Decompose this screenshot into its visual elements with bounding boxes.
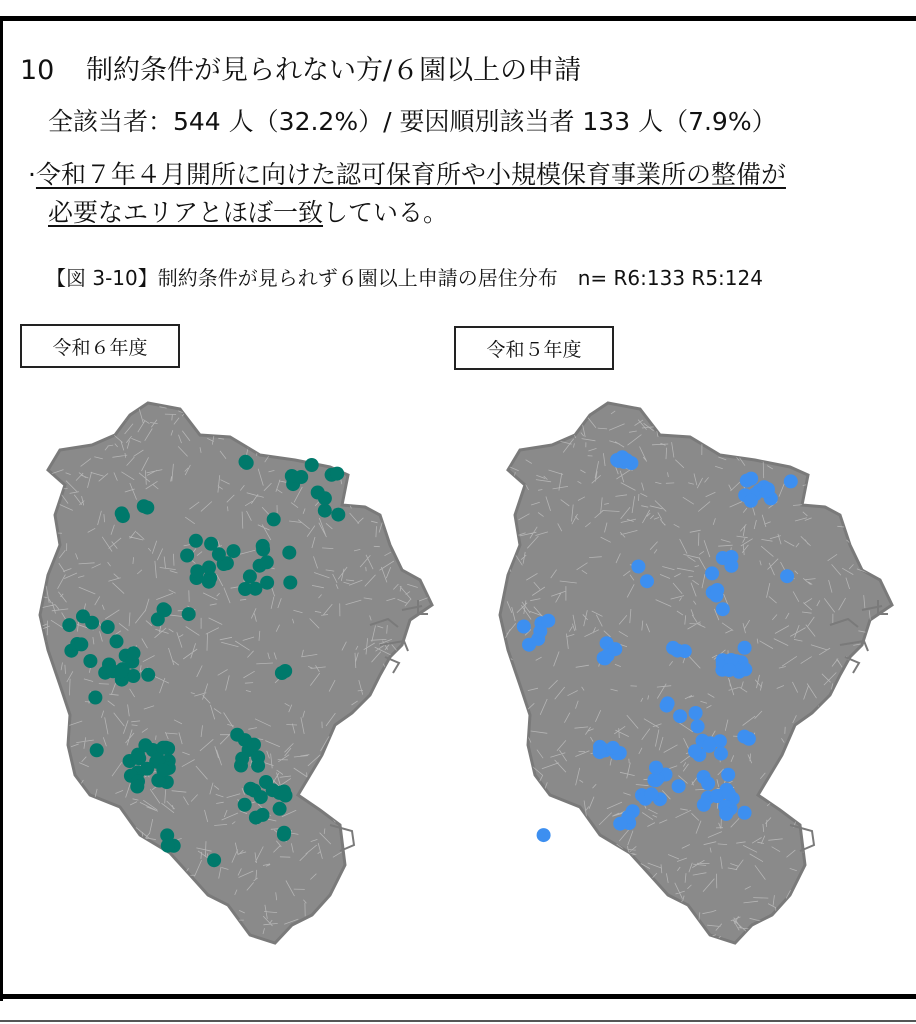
residence-dot	[631, 560, 645, 574]
residence-dot	[278, 664, 292, 678]
residence-dot	[331, 508, 345, 522]
residence-dot	[517, 620, 531, 634]
residence-dot	[227, 544, 241, 558]
residence-dot	[645, 787, 659, 801]
residence-dot	[130, 780, 144, 794]
residence-dot	[702, 739, 716, 753]
residence-dot	[719, 807, 733, 821]
summary-line: 全該当者：544 人（32.2%）/ 要因順別該当者 133 人（7.9%）	[48, 107, 777, 136]
residence-dot	[240, 456, 254, 470]
residence-dot	[158, 603, 172, 617]
residence-dot	[244, 782, 258, 796]
residence-dot	[207, 853, 221, 867]
residence-dot	[180, 549, 194, 563]
residence-dot	[256, 542, 270, 556]
residence-dot	[673, 709, 687, 723]
residence-dot	[738, 662, 752, 676]
map-label-r6: 令和６年度	[20, 324, 180, 368]
residence-dot	[88, 691, 102, 705]
map-r6	[30, 395, 450, 955]
bottom-rule	[0, 1020, 916, 1022]
residence-dot	[689, 706, 703, 720]
city-area-shape	[500, 403, 892, 943]
residence-dot	[537, 828, 551, 842]
residence-dot	[608, 642, 622, 656]
section-title: 制約条件が見られない方/６園以上の申請	[86, 55, 582, 86]
residence-dot	[190, 564, 204, 578]
residence-dot	[721, 768, 735, 782]
residence-dot	[294, 470, 308, 484]
residence-dot	[127, 646, 141, 660]
residence-dot	[110, 634, 124, 648]
residence-dot	[266, 783, 280, 797]
residence-dot	[212, 547, 226, 561]
residence-dot	[156, 741, 170, 755]
residence-dot	[238, 798, 252, 812]
residence-dot	[132, 751, 146, 765]
residence-dot	[672, 779, 686, 793]
residence-dot	[282, 546, 296, 560]
residence-dot	[260, 555, 274, 569]
residence-dot	[202, 575, 216, 589]
residence-dot	[744, 472, 758, 486]
residence-dot	[640, 574, 654, 588]
residence-dot	[724, 559, 738, 573]
residence-dot	[115, 506, 129, 520]
residence-dot	[283, 576, 297, 590]
residence-dot	[688, 744, 702, 758]
residence-dot	[90, 743, 104, 757]
residence-dot	[277, 826, 291, 840]
residence-dot	[62, 618, 76, 632]
residence-dot	[649, 773, 663, 787]
frame-left-border	[0, 16, 3, 1001]
section-number: 10	[20, 55, 55, 86]
residence-dot	[330, 467, 344, 481]
residence-dot	[761, 484, 775, 498]
residence-dot	[716, 602, 730, 616]
residence-dot	[661, 696, 675, 710]
residence-dot	[533, 624, 547, 638]
residence-dot	[74, 637, 88, 651]
residence-dot	[709, 589, 723, 603]
residence-dot	[744, 494, 758, 508]
bullet-paragraph	[28, 156, 786, 232]
bullet-underlined-text-1: 令和７年４月開所に向けた認可保育所や小規模保育事業所の整備が	[35, 160, 786, 189]
residence-dot	[279, 789, 293, 803]
map-label-r5: 令和５年度	[454, 326, 614, 370]
residence-dot	[722, 663, 736, 677]
residence-dot	[230, 728, 244, 742]
frame-bottom-border	[0, 994, 916, 999]
map-r5	[490, 395, 910, 955]
residence-dot	[705, 566, 719, 580]
residence-dot	[784, 474, 798, 488]
frame-top-border	[0, 16, 916, 21]
residence-dot	[666, 641, 680, 655]
residence-dot	[85, 616, 99, 630]
residence-dot	[620, 453, 634, 467]
residence-dot	[243, 569, 257, 583]
residence-dot	[613, 817, 627, 831]
bullet-underlined-text-2: 必要なエリアとほぼ一致	[48, 198, 324, 227]
residence-dot	[161, 839, 175, 853]
residence-dot	[737, 730, 751, 744]
figure-caption: 【図 3-10】制約条件が見られず６園以上申請の居住分布 n= R6:133 R5:124	[46, 266, 763, 290]
residence-dot	[701, 777, 715, 791]
residence-dot	[235, 752, 249, 766]
residence-dot	[305, 458, 319, 472]
residence-dot	[714, 747, 728, 761]
residence-dot	[249, 811, 263, 825]
residence-dot	[738, 806, 752, 820]
residence-dot	[697, 798, 711, 812]
residence-dot	[251, 759, 265, 773]
residence-dot	[156, 763, 170, 777]
residence-dot	[140, 501, 154, 515]
residence-dot	[311, 486, 325, 500]
residence-dot	[182, 607, 196, 621]
residence-dot	[141, 668, 155, 682]
residence-dot	[606, 741, 620, 755]
residence-dot	[114, 664, 128, 678]
residence-dot	[318, 504, 332, 518]
bullet-marker: ·	[28, 160, 36, 189]
section-heading	[20, 48, 581, 87]
residence-dot	[238, 582, 252, 596]
residence-dot	[273, 802, 287, 816]
residence-dot	[260, 576, 274, 590]
residence-dot	[83, 654, 97, 668]
residence-dot	[780, 569, 794, 583]
residence-dot	[722, 786, 736, 800]
residence-dot	[678, 644, 692, 658]
residence-dot	[691, 719, 705, 733]
residence-dot	[593, 745, 607, 759]
residence-dot	[267, 512, 281, 526]
residence-dot	[101, 620, 115, 634]
bullet-tail-text: している。	[323, 198, 449, 227]
residence-dot	[738, 641, 752, 655]
residence-dot	[649, 761, 663, 775]
residence-dot	[189, 534, 203, 548]
